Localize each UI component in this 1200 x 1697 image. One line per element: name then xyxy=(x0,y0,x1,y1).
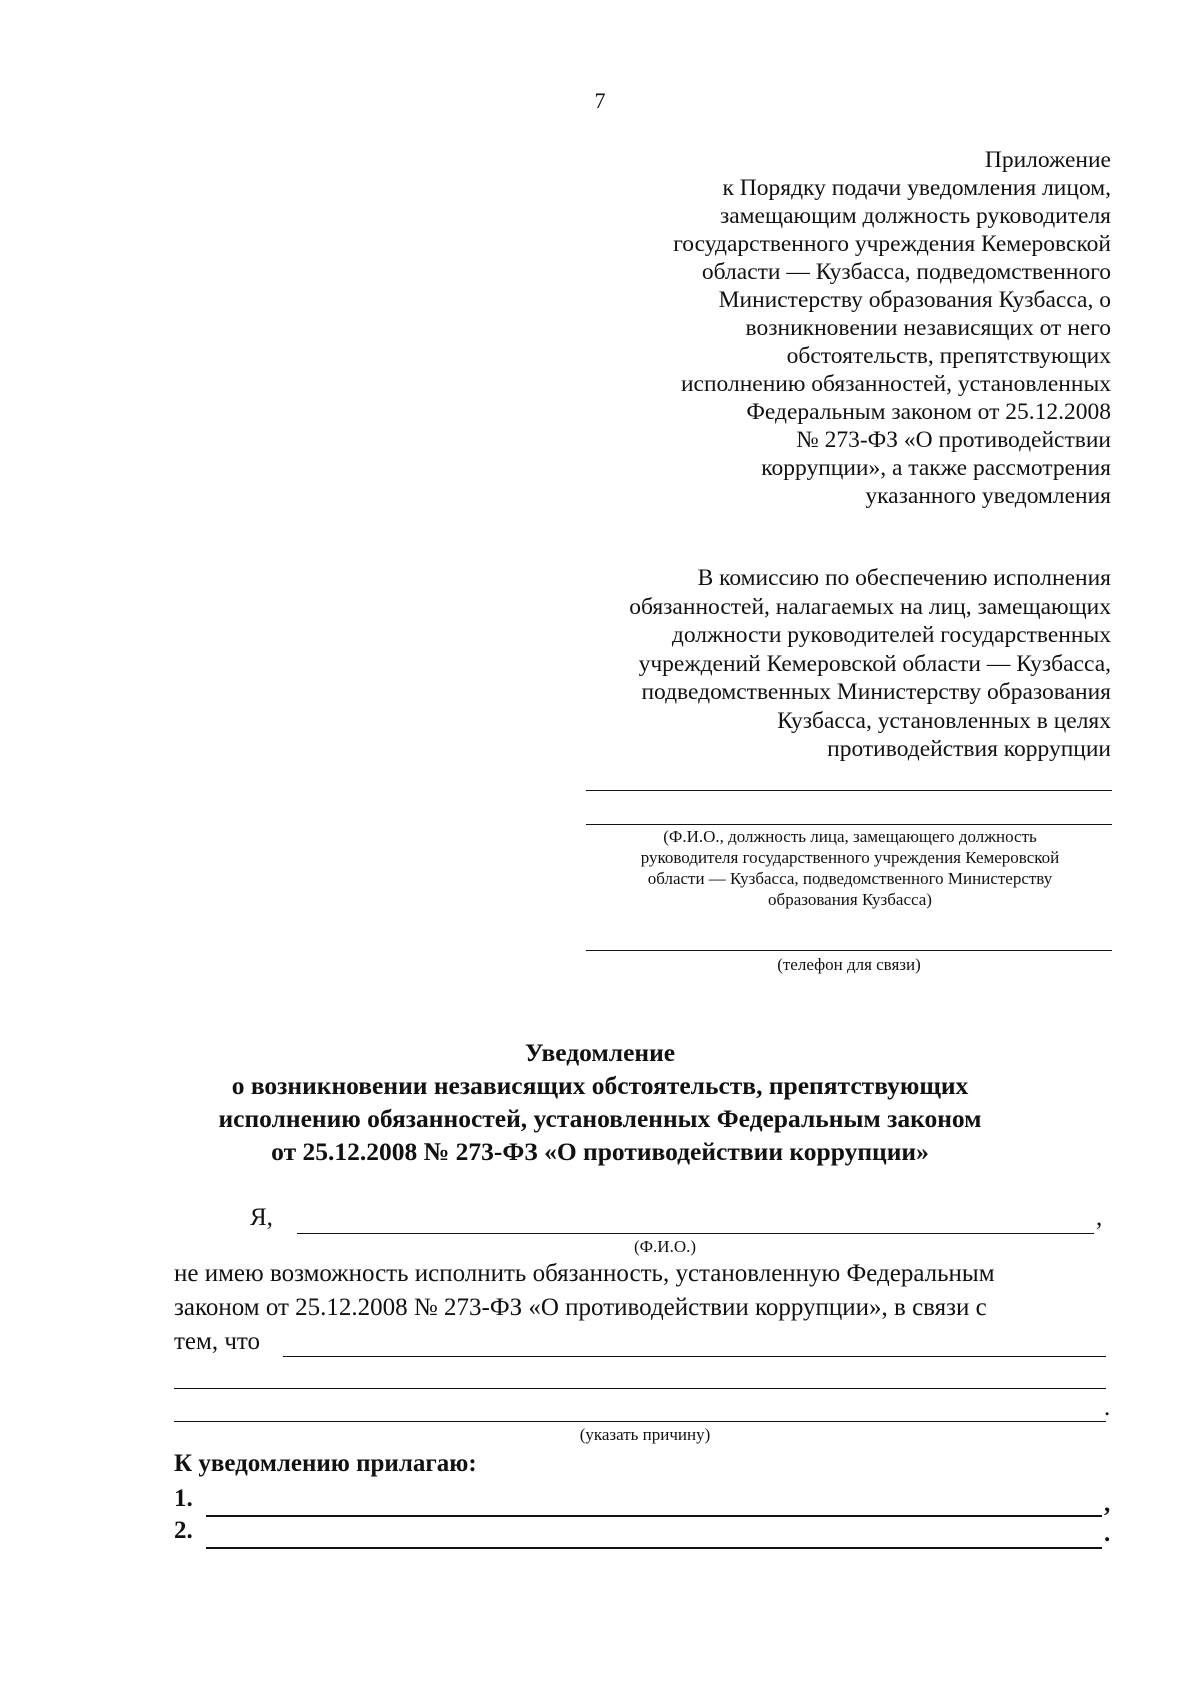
addressee-line: Кузбасса, установленных в целях xyxy=(777,707,1111,734)
sender-fio-blank-line-1[interactable] xyxy=(586,790,1112,791)
reason-blank-line-3[interactable] xyxy=(174,1421,1106,1422)
statement-fio-blank-line[interactable] xyxy=(297,1233,1094,1234)
appendix-line: замещающим должность руководителя xyxy=(719,203,1111,229)
addressee-line: В комиссию по обеспечению исполнения xyxy=(697,565,1111,591)
title-line: о возникновении независящих обстоятельств, препятствующих xyxy=(231,1071,969,1100)
sender-caption-line: образования Кузбасса) xyxy=(768,890,932,909)
reason-blank-line-1[interactable] xyxy=(283,1356,1106,1357)
phone-blank-line[interactable] xyxy=(586,950,1112,951)
attachment-end-mark: , xyxy=(1104,1490,1111,1517)
sender-caption-line: области — Кузбасса, подведомственного Министерству xyxy=(647,869,1053,888)
addressee-line: подведомственных Министерству образования xyxy=(641,679,1111,705)
appendix-line: № 273-ФЗ «О противодействии xyxy=(796,427,1111,453)
attachment-end-mark: . xyxy=(1104,1520,1111,1547)
appendix-line: области — Кузбасса, подведомственного xyxy=(701,259,1111,285)
attachment-number: 2. xyxy=(174,1517,193,1544)
addressee-line: учреждений Кемеровской области — Кузбасса, xyxy=(638,650,1111,677)
sender-caption xyxy=(580,826,1120,910)
statement-line-3: тем, что xyxy=(174,1328,261,1355)
reason-caption: (указать причину) xyxy=(579,1425,711,1444)
appendix-line: Приложение xyxy=(984,147,1111,173)
appendix-line: возникновении независящих от него xyxy=(745,315,1111,341)
sender-fio-blank-line-2[interactable] xyxy=(586,824,1112,825)
phone-caption: (телефон для связи) xyxy=(777,955,921,974)
statement-fio-caption: (Ф.И.О.) xyxy=(633,1237,697,1256)
statement-fio-comma: , xyxy=(1096,1204,1103,1231)
page-number: 7 xyxy=(594,88,606,113)
appendix-line: указанного уведомления xyxy=(865,483,1111,509)
statement-line-2: законом от 25.12.2008 № 273-ФЗ «О противодействии коррупции», в связи с xyxy=(174,1294,987,1321)
title-line: Уведомление xyxy=(524,1038,676,1067)
sender-caption-line: руководителя государственного учреждения Кемеровской xyxy=(640,848,1060,867)
addressee-line: противодействия коррупции xyxy=(827,736,1111,762)
statement-ya: Я, xyxy=(250,1204,273,1231)
appendix-line: Федеральным законом от 25.12.2008 xyxy=(746,399,1111,425)
appendix-line: обстоятельств, препятствующих xyxy=(786,343,1111,369)
attachment-number: 1. xyxy=(174,1485,193,1512)
appendix-line: к Порядку подачи уведомления лицом, xyxy=(722,175,1111,201)
reason-period: . xyxy=(1104,1394,1111,1421)
appendix-line: Министерству образования Кузбасса, о xyxy=(718,287,1111,313)
appendix-line: исполнению обязанностей, установленных xyxy=(680,371,1111,397)
title-line: от 25.12.2008 № 273-ФЗ «О противодействии коррупции» xyxy=(271,1137,929,1166)
addressee-line: обязанностей, налагаемых на лиц, замещающих xyxy=(629,593,1111,620)
appendix-line: коррупции», а также рассмотрения xyxy=(761,455,1111,481)
appendix-block xyxy=(551,146,1111,510)
attachments-heading: К уведомлению прилагаю: xyxy=(174,1450,477,1477)
addressee-line: должности руководителей государственных xyxy=(671,622,1111,648)
title-line: исполнению обязанностей, установленных Федеральным законом xyxy=(218,1104,982,1133)
statement-line-1: не имею возможность исполнить обязанность, установленную Федеральным xyxy=(174,1260,995,1287)
reason-blank-line-2[interactable] xyxy=(174,1388,1106,1389)
document-title xyxy=(0,1036,1200,1168)
addressee-block xyxy=(551,564,1111,764)
attachment-blank-line-2[interactable] xyxy=(206,1547,1102,1549)
attachment-blank-line-1[interactable] xyxy=(206,1515,1102,1517)
appendix-line: государственного учреждения Кемеровской xyxy=(673,231,1111,257)
sender-caption-line: (Ф.И.О., должность лица, замещающего должность xyxy=(663,827,1037,846)
